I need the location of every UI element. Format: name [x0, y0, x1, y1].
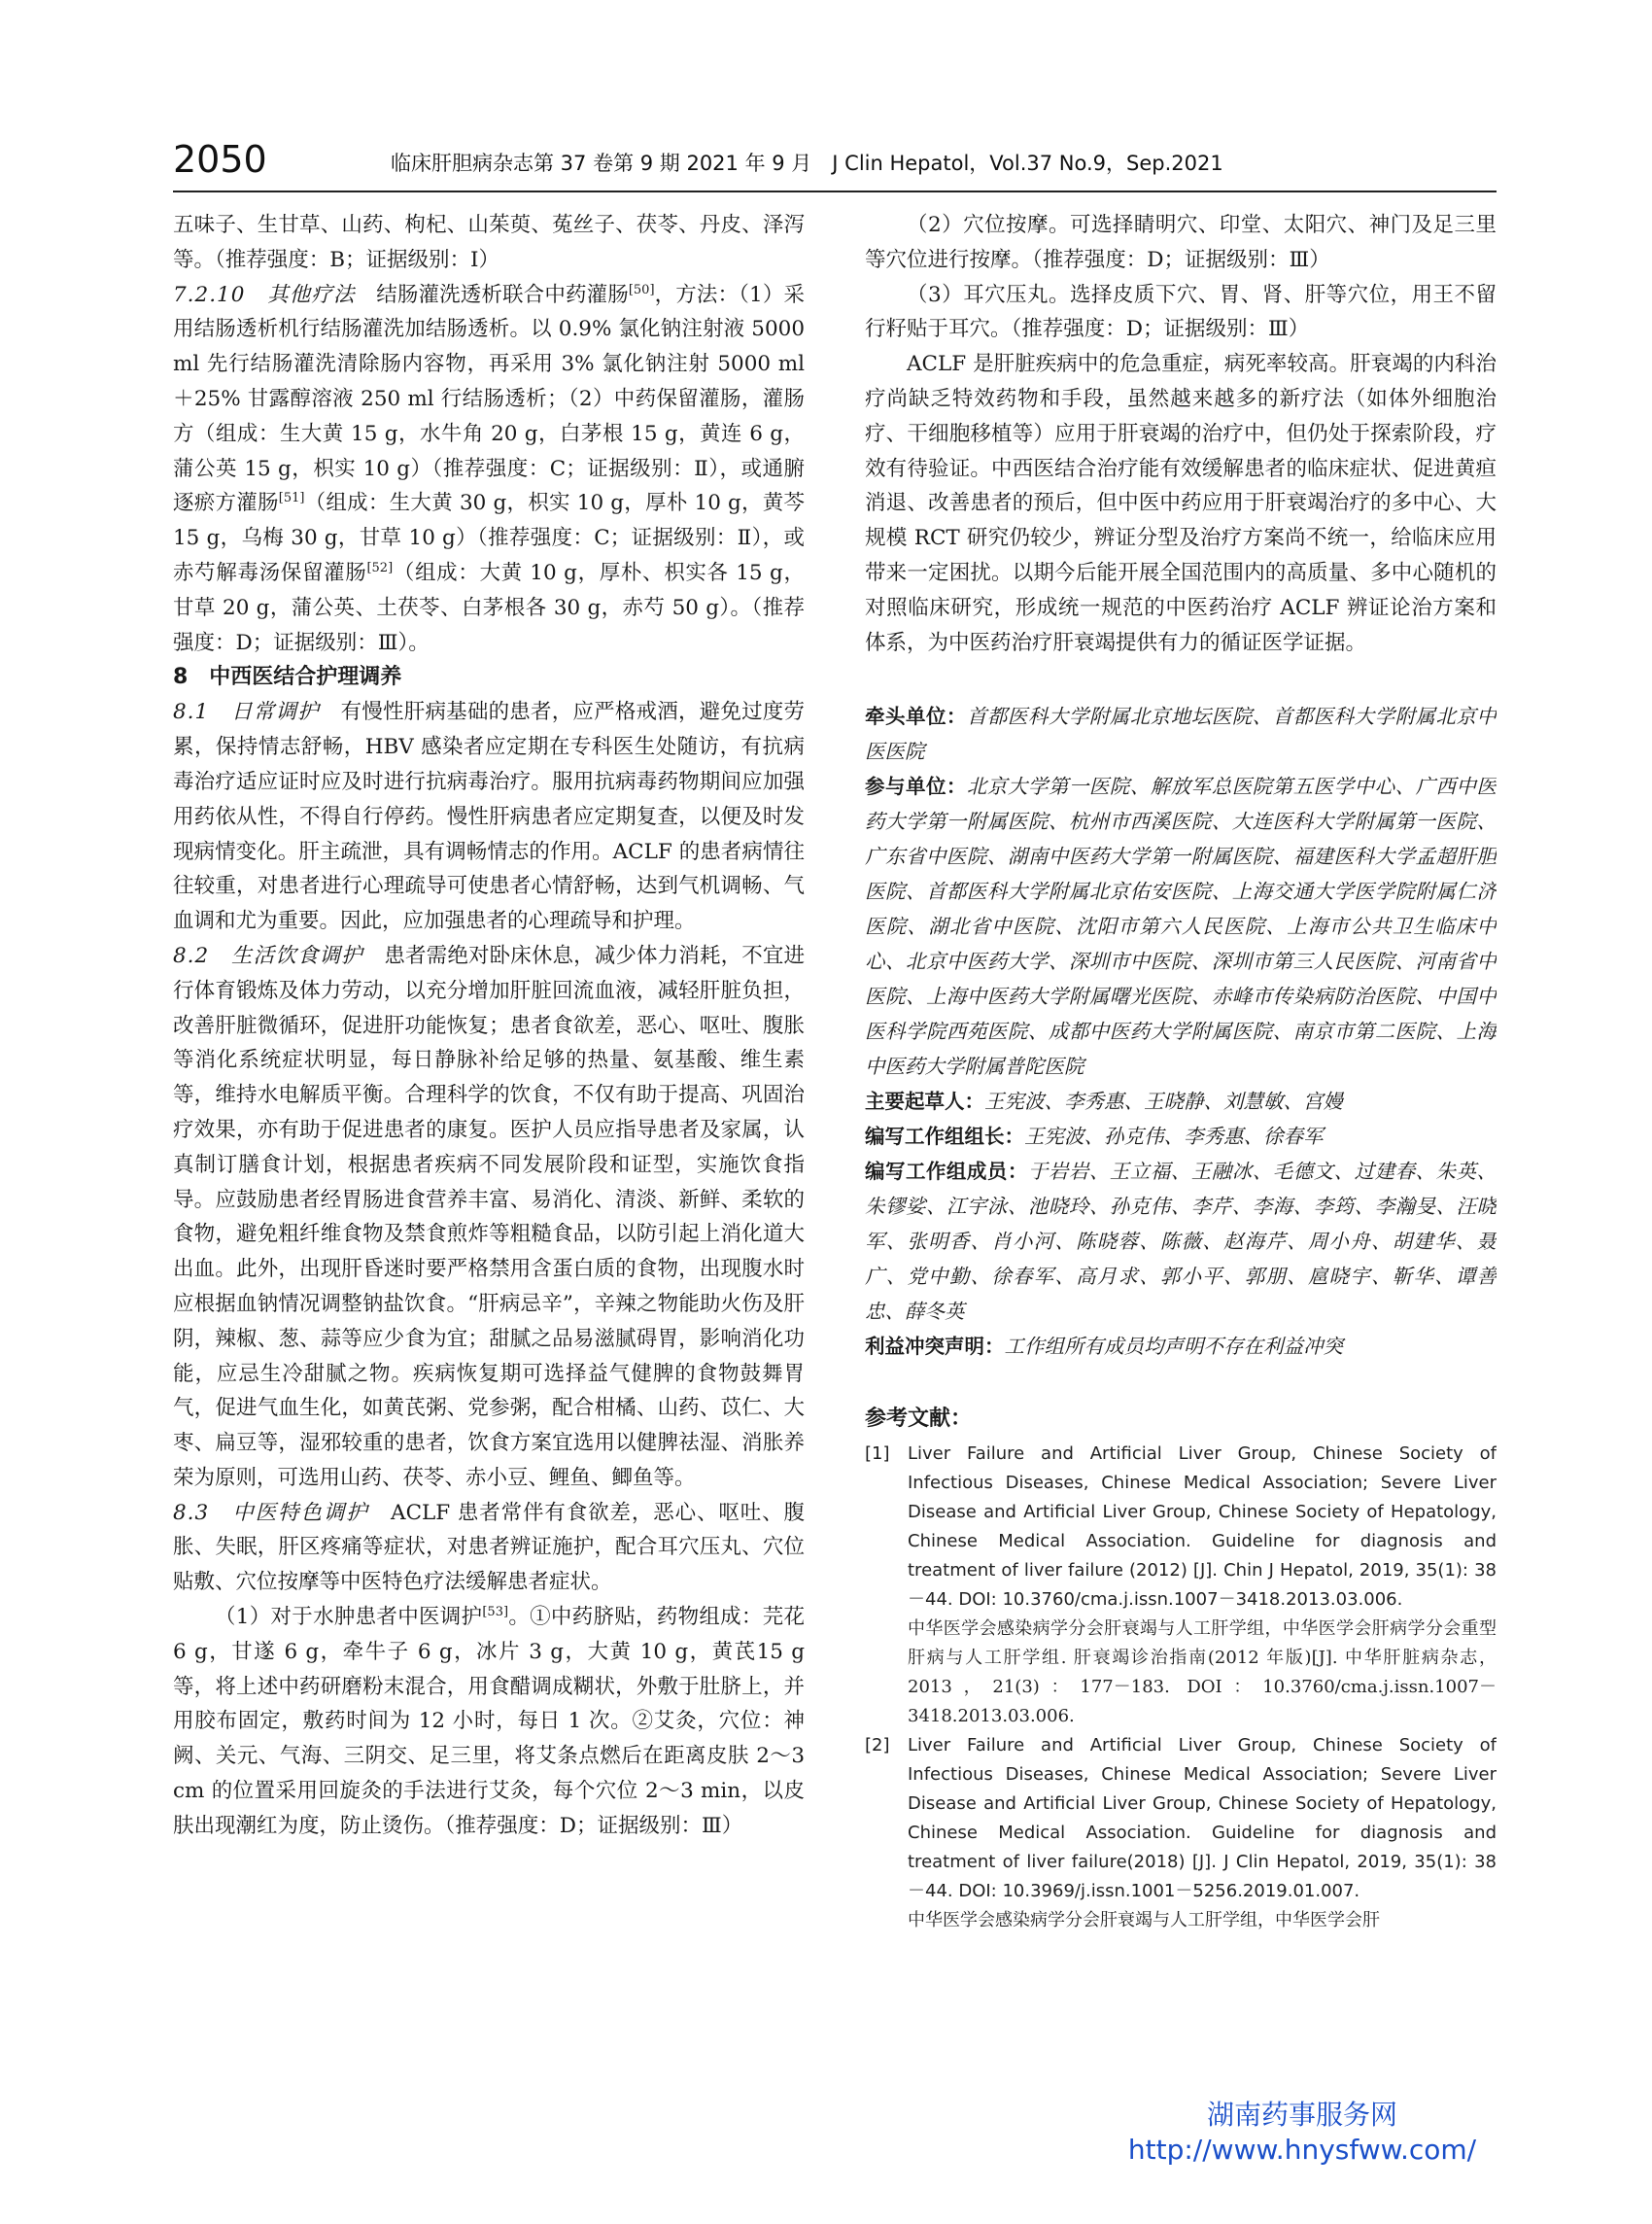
section-7-2-10-text-b: ，方法：（1）采用结肠透析机行结肠灌洗加结肠透析。以 0.9% 氯化钠注射液 5000 ml 先行结肠灌洗清除肠内容物，再采用 3% 氯化钠注射 5000 ml＋25% 甘露醇溶液 250 ml 行结肠透析；（2）中药保留灌肠，灌肠方（组成：生大黄 15 g，水牛角 20 g，白茅根 15 g，黄连 6 g，蒲公英 15 g，枳实 10 g）（推荐强度：C；证据级别：Ⅱ），或通腑逐瘀方灌肠 — [173, 282, 805, 516]
section-8-1 — [173, 695, 805, 939]
section-8-2 — [173, 939, 805, 1496]
left-column — [173, 208, 805, 2026]
section-8-2-heading: 8.2 生活饮食调护 — [173, 943, 363, 968]
main-drafters-text: 王宪波、李秀惠、王晓静、刘慧敏、宫嫚 — [984, 1090, 1343, 1114]
conflict-of-interest-label: 利益冲突声明： — [865, 1335, 1005, 1359]
section-8-heading: 8 中西医结合护理调养 — [173, 665, 402, 690]
edema-care-text-a: （1）对于水肿患者中医调护 — [215, 1605, 483, 1630]
group-members-text: 于岩岩、王立福、王融冰、毛德文、过建春、朱英、朱镠娑、江宇泳、池晓玲、孙克伟、李芹、李海、李筠、李瀚旻、汪晓军、张明香、肖小河、陈晓蓉、陈薇、赵海芹、周小舟、胡建华、聂广、党中勤、徐春军、高月求、郭小平、郭朋、扈晓宇、靳华、谭善忠、薛冬英 — [865, 1160, 1497, 1324]
paragraph-conclusion: ACLF 是肝脏疾病中的危急重症，病死率较高。肝衰竭的内科治疗尚缺乏特效药物和手段，虽然越来越多的新疗法（如体外细胞治疗、干细胞移植等）应用于肝衰竭的治疗中，但仍处于探索阶段，疗效有待验证。中西医结合治疗能有效缓解患者的临床症状、促进黄疸消退、改善患者的预后，但中医中药应用于肝衰竭治疗的多中心、大规模 RCT 研究仍较少，辨证分型及治疗方案尚不统一，给临床应用带来一定困扰。以期今后能开展全国范围内的高质量、多中心随机的对照临床研究，形成统一规范的中医药治疗 ACLF 辨证论治方案和体系，为中医药治疗肝衰竭提供有力的循证医学证据。 — [865, 352, 1497, 655]
participating-units — [865, 769, 1497, 1084]
page-header — [173, 134, 1497, 189]
section-7-2-10 — [173, 278, 805, 661]
section-7-2-10-text-c: （组成：生大黄 30 g，枳实 10 g，厚朴 10 g，黄芩 15 g，乌梅 30 g，甘草 10 g）（推荐强度：C；证据级别：Ⅱ），或赤芍解毒汤保留灌肠 — [173, 491, 805, 585]
section-8-3-heading: 8.3 中医特色调护 — [173, 1500, 369, 1525]
reference-body — [908, 1440, 1497, 1731]
reference-english: Liver Failure and Artificial Liver Group, Chinese Society of Infectious Diseases, Chinese Medical Association; Severe Liver Disease and Artificial Liver Group, Chinese Society of Hepatology, Chinese Medical Association. Guideline for diagnosis and treatment of liver failure (2012) [J]. Chin J Hepatol, 2019, 35(1): 38－44. DOI: 10.3760/cma.j.issn.1007－3418.2013.03.006. — [908, 1443, 1497, 1611]
section-7-2-10-text-a: 结肠灌洗透析联合中药灌肠 — [355, 282, 629, 307]
citation-53: [53] — [482, 1604, 509, 1619]
lead-units-text: 首都医科大学附属北京地坛医院、首都医科大学附属北京中医医院 — [865, 705, 1497, 764]
reference-chinese: 中华医学会感染病学分会肝衰竭与人工肝学组，中华医学会肝 — [908, 1910, 1380, 1931]
lead-units — [865, 699, 1497, 769]
main-drafters — [865, 1084, 1497, 1119]
edema-care-text-b: 。①中药脐贴，药物组成：芫花 6 g，甘遂 6 g，牵牛子 6 g，冰片 3 g，大黄 10 g，黄芪15 g 等，将上述中药研磨粉末混合，用食醋调成糊状，外敷于肚脐上，并用胶布固定，敷药时间为 12 小时，每日 1 次。②艾灸，穴位：神阙、关元、气海、三阴交、足三里，将艾条点燃后在距离皮肤 2～3 cm 的位置采用回旋灸的手法进行艾灸，每个穴位 2～3 min，以皮肤出现潮红为度，防止烫伤。（推荐强度：D；证据级别：Ⅲ） — [173, 1605, 805, 1838]
reference-english: Liver Failure and Artificial Liver Group, Chinese Society of Infectious Diseases, Chinese Medical Association; Severe Liver Disease and Artificial Liver Group, Chinese Society of Hepatology, Chinese Medical Association. Guideline for diagnosis and treatment of liver failure(2018) [J]. J Clin Hepatol, 2019, 35(1): 38－44. DOI: 10.3969/j.issn.1001－5256.2019.01.007. — [908, 1735, 1497, 1902]
participating-units-text: 北京大学第一医院、解放军总医院第五医学中心、广西中医药大学第一附属医院、杭州市西溪医院、大连医科大学附属第一医院、广东省中医院、湖南中医药大学第一附属医院、福建医科大学孟超肝胆医院、首都医科大学附属北京佑安医院、上海交通大学医学院附属仁济医院、湖北省中医院、沈阳市第六人民医院、上海市公共卫生临床中心、北京中医药大学、深圳市中医院、深圳市第三人民医院、河南省中医院、上海中医药大学附属曙光医院、赤峰市传染病防治医院、中国中医科学院西苑医院、成都中医药大学附属医院、南京市第二医院、上海中医药大学附属普陀医院 — [865, 775, 1497, 1079]
watermark-url[interactable]: http://www.hnysfww.com/ — [1127, 2134, 1477, 2166]
section-7-2-10-text-d: （组成：大黄 10 g，厚朴、枳实各 15 g，甘草 20 g，蒲公英、土茯苓、白茅根各 30 g，赤芍 50 g）。（推荐强度：D；证据级别：Ⅲ）。 — [173, 560, 805, 655]
section-8-3-text: ACLF 患者常伴有食欲差，恶心、呕吐、腹胀、失眠，肝区疼痛等症状，对患者辨证施护，配合耳穴压丸、穴位贴敷、穴位按摩等中医特色疗法缓解患者症状。 — [173, 1500, 805, 1595]
citation-51: [51] — [278, 491, 305, 506]
lead-units-label: 牵头单位： — [865, 705, 967, 729]
site-watermark — [1069, 2098, 1535, 2168]
citation-50: [50] — [628, 282, 655, 297]
reference-number: [1] — [865, 1443, 890, 1465]
participating-units-label: 参与单位： — [865, 775, 967, 799]
spacer — [865, 1364, 1497, 1403]
group-members-label: 编写工作组成员： — [865, 1160, 1028, 1184]
reference-number: [2] — [865, 1735, 890, 1756]
reference-item — [865, 1440, 1497, 1731]
group-leaders-label: 编写工作组组长： — [865, 1125, 1024, 1149]
reference-chinese: 中华医学会感染病学分会肝衰竭与人工肝学组，中华医学会肝病学分会重型肝病与人工肝学组. 肝衰竭诊治指南(2012 年版)[J]. 中华肝脏病杂志，2013，21(3)：177－183. DOI：10.3760/cma.j.issn.1007－3418.2013.03.006. — [908, 1618, 1497, 1727]
journal-title: 临床肝胆病杂志第 37 卷第 9 期 2021 年 9 月 J Clin Hepatol，Vol.37 No.9，Sep.2021 — [391, 152, 1223, 175]
section-7-2-10-heading: 7.2.10 其他疗法 — [173, 282, 356, 307]
header-rule — [173, 191, 1497, 192]
paragraph-ear-pressing: （3）耳穴压丸。选择皮质下穴、胃、肾、肝等穴位，用王不留行籽贴于耳穴。（推荐强度：D；证据级别：Ⅲ） — [865, 282, 1497, 342]
section-8-1-text: 有慢性肝病基础的患者，应严格戒酒，避免过度劳累，保持情志舒畅，HBV 感染者应定期在专科医生处随访，有抗病毒治疗适应证时应及时进行抗病毒治疗。服用抗病毒药物期间应加强用药依从性，不得自行停药。慢性肝病患者应定期复查，以便及时发现病情变化。肝主疏泄，具有调畅情志的作用。ACLF 的患者病情往往较重，对患者进行心理疏导可使患者心情舒畅，达到气机调畅、气血调和尤为重要。因此，应加强患者的心理疏导和护理。 — [173, 700, 805, 934]
group-members — [865, 1154, 1497, 1329]
watermark-site-name: 湖南药事服务网 — [1206, 2099, 1397, 2131]
group-leaders-text: 王宪波、孙克伟、李秀惠、徐春军 — [1024, 1125, 1324, 1149]
reference-body — [908, 1731, 1497, 1935]
paragraph-herbs: 五味子、生甘草、山药、枸杞、山茱萸、菟丝子、茯苓、丹皮、泽泻等。（推荐强度：B；证据级别：Ⅰ） — [173, 213, 805, 272]
right-column — [865, 208, 1497, 2026]
main-drafters-label: 主要起草人： — [865, 1090, 984, 1114]
group-leaders — [865, 1119, 1497, 1154]
section-8-2-text: 患者需绝对卧床休息，减少体力消耗，不宜进行体育锻炼及体力劳动，以充分增加肝脏回流血液，减轻肝脏负担，改善肝脏微循环，促进肝功能恢复；患者食欲差，恶心、呕吐、腹胀等消化系统症状明显，每日静脉补给足够的热量、氨基酸、维生素等，维持水电解质平衡。合理科学的饮食，不仅有助于提高、巩固治疗效果，亦有助于促进患者的康复。医护人员应指导患者及家属，认真制订膳食计划，根据患者疾病不同发展阶段和证型，实施饮食指导。应鼓励患者经胃肠进食营养丰富、易消化、清淡、新鲜、柔软的食物，避免粗纤维食物及禁食煎炸等粗糙食品，以防引起上消化道大出血。此外，出现肝昏迷时要严格禁用含蛋白质的食物，出现腹水时应根据血钠情况调整钠盐饮食。“肝病忌辛”，辛辣之物能助火伤及肝阴，辣椒、葱、蒜等应少食为宜；甜腻之品易滋腻碍胃，影响消化功能，应忌生冷甜腻之物。疾病恢复期可选择益气健脾的食物鼓舞胃气，促进气血生化，如黄芪粥、党参粥，配合柑橘、山药、苡仁、大枣、扁豆等，湿邪较重的患者，饮食方案宜选用以健脾祛湿、消胀养荣为原则，可选用山药、茯苓、赤小豆、鲤鱼、鲫鱼等。 — [173, 943, 805, 1490]
section-8-1-heading: 8.1 日常调护 — [173, 700, 320, 725]
section-8-3 — [173, 1496, 805, 1600]
paragraph-edema-care — [173, 1600, 805, 1844]
reference-item — [865, 1731, 1497, 1935]
conflict-of-interest-text: 工作组所有成员均声明不存在利益冲突 — [1004, 1335, 1343, 1359]
paragraph-acupoint-massage: （2）穴位按摩。可选择睛明穴、印堂、太阳穴、神门及足三里等穴位进行按摩。（推荐强度：D；证据级别：Ⅲ） — [865, 213, 1497, 272]
spacer — [865, 660, 1497, 699]
citation-52: [52] — [366, 560, 394, 575]
conflict-of-interest — [865, 1329, 1497, 1364]
references-heading: 参考文献： — [865, 1407, 973, 1432]
page-number: 2050 — [173, 138, 267, 181]
